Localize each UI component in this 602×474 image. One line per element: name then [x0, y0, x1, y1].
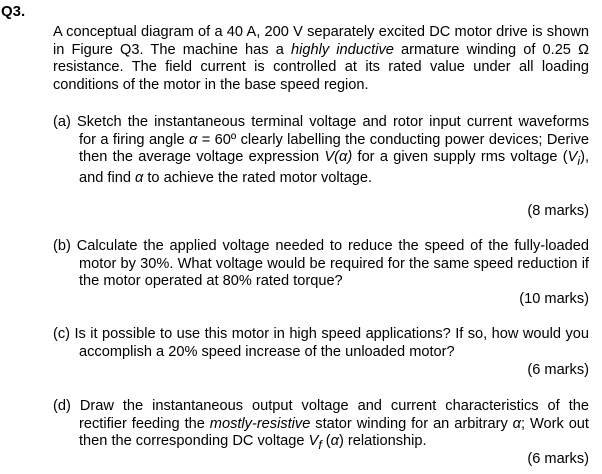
- part-b-text: Calculate the applied voltage needed to reduce the speed of the fully-loaded motor by 30%. What voltage would be required for the same speed reduction if the motor operated at 80% rated torque?: [76, 238, 589, 289]
- part-a-text-4: ), and find: [79, 149, 589, 187]
- part-b-marks: (10 marks): [519, 291, 589, 307]
- part-a-alpha-2: α: [135, 170, 144, 187]
- part-c: [53, 326, 589, 361]
- part-d-alpha-1: α: [512, 415, 521, 432]
- intro-text-1: A conceptual diagram of a 40 A, 200 V separately excited DC motor drive is shown in Figure Q3. The machine has a: [53, 24, 589, 58]
- part-d-vf-subscript: f: [318, 437, 322, 452]
- intro-text-2: armature winding of 0.25 Ω resistance. The field current is controlled at its rated value under all loading conditions of the motor in the base speed region.: [53, 41, 589, 93]
- part-a-marks: (8 marks): [527, 203, 589, 219]
- part-a-voltage-expression: V(α): [324, 149, 353, 165]
- part-a-text-2: = 60º clearly labelling the conducting power devices; Derive then the average voltage expression: [79, 131, 589, 165]
- intro-emphasis: highly inductive: [290, 41, 394, 58]
- part-d-text-2: stator winding for an arbitrary: [310, 415, 513, 432]
- part-d: [53, 398, 589, 454]
- part-d-text-1: Draw the instantaneous output voltage and current characteristics of the rectifier feeding the: [79, 398, 589, 432]
- part-d-text-4: (: [321, 433, 331, 449]
- part-a-alpha-1: α: [189, 131, 198, 148]
- part-b-label: (b): [53, 238, 71, 254]
- part-a-vi-symbol: [567, 149, 581, 168]
- part-a-text-1: Sketch the instantaneous terminal voltage and rotor input current waveforms for a firing angle: [77, 114, 589, 148]
- part-a-label: (a): [53, 114, 71, 130]
- part-a: [53, 114, 589, 188]
- part-c-label: (c): [53, 326, 71, 342]
- part-d-alpha-2: α: [330, 433, 339, 449]
- part-d-emphasis: mostly-resistive: [209, 415, 311, 432]
- part-c-marks: (6 marks): [527, 362, 589, 378]
- part-b: [53, 238, 589, 291]
- part-a-text-5: to achieve the rated motor voltage.: [143, 170, 373, 187]
- part-d-text-5: ) relationship.: [338, 433, 427, 449]
- part-d-text-3: ; Work out then the corresponding DC voltage: [79, 415, 589, 449]
- part-a-vi-v: V: [567, 149, 578, 165]
- part-d-vf-symbol: [308, 433, 322, 452]
- part-d-marks: (6 marks): [527, 451, 589, 467]
- part-c-text: Is it possible to use this motor in high speed applications? If so, how would you accomplish a 20% speed increase of the unloaded motor?: [74, 326, 589, 360]
- question-intro: [53, 24, 589, 94]
- question-number: Q3.: [1, 3, 26, 20]
- part-d-label: (d): [53, 398, 71, 414]
- part-d-vf-v: V: [308, 433, 319, 449]
- part-a-text-3: for a given supply rms voltage (: [352, 149, 568, 165]
- part-a-vi-subscript: i: [577, 153, 581, 168]
